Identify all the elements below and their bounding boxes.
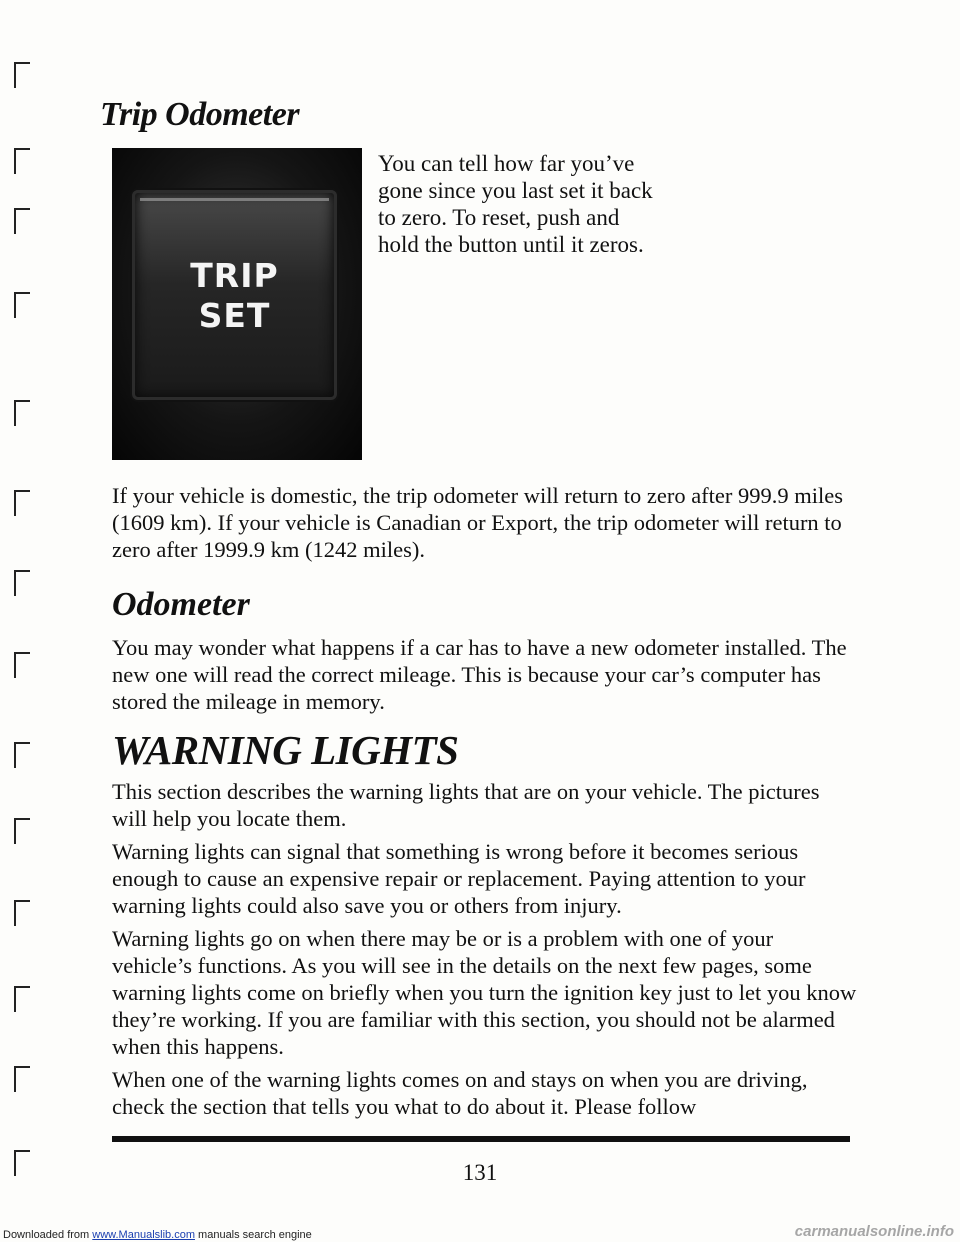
margin-mark: [14, 986, 34, 1016]
warning-paragraph-1: This section describes the warning lights that are on your vehicle. The pictures will help you locate them.: [112, 779, 820, 831]
footer-suffix: manuals search engine: [198, 1229, 312, 1241]
odometer-body: You may wonder what happens if a car has to have a new odometer installed. The new one will read the correct mileage. This is because your car’s computer has stored the mileage in memory.: [112, 635, 847, 714]
margin-mark: [14, 818, 34, 848]
margin-mark: [14, 400, 34, 430]
margin-mark: [14, 208, 34, 238]
margin-mark: [14, 1066, 34, 1096]
warning-paragraph-4: When one of the warning lights comes on and stays on when you are driving, check the section that tells you what to do about it. Please follow: [112, 1067, 808, 1119]
footer-rule: [112, 1136, 850, 1142]
trip-odometer-heading: Trip Odometer: [100, 96, 300, 133]
trip-intro-text: You can tell how far you’ve gone since you last set it back to zero. To reset, push and hold the button until it zeros.: [378, 151, 653, 257]
manualslib-link[interactable]: www.Manualslib.com: [92, 1229, 195, 1241]
margin-mark: [14, 292, 34, 322]
margin-mark: [14, 742, 34, 772]
trip-label-line1: TRIP: [190, 256, 279, 295]
page-number: 131: [462, 1160, 498, 1185]
trip-set-button-photo: [112, 148, 362, 460]
warning-paragraph-2: Warning lights can signal that something is wrong before it becomes serious enough to cause an expensive repair or replacement. Paying attention to your warning lights could also save you or others from injury.: [112, 839, 806, 918]
odometer-heading: Odometer: [112, 586, 250, 623]
margin-mark: [14, 62, 34, 92]
trip-set-label: [132, 256, 337, 336]
margin-mark: [14, 570, 34, 600]
trip-set-button: [132, 190, 337, 400]
trip-odometer-body: If your vehicle is domestic, the trip odometer will return to zero after 999.9 miles (1609 km). If your vehicle is Canadian or Export, the trip odometer will return to zero after 1999.9 km (1242 miles).: [112, 483, 844, 562]
margin-mark: [14, 148, 34, 178]
site-watermark: carmanualsonline.info: [794, 1223, 954, 1240]
footer-prefix: Downloaded from: [3, 1229, 90, 1241]
trip-label-line2: SET: [198, 296, 271, 335]
margin-mark: [14, 652, 34, 682]
margin-mark: [14, 900, 34, 930]
warning-paragraph-3: Warning lights go on when there may be or is a problem with one of your vehicle’s functions. As you will see in the details on the next few pages, some warning lights come on briefly when you turn the ignition key just to let you know they’re working. If you are familiar with this section, you should not be alarmed when this happens.: [112, 926, 857, 1059]
margin-mark: [14, 490, 34, 520]
download-footer: [0, 1228, 315, 1242]
warning-lights-heading: WARNING LIGHTS: [112, 727, 459, 773]
button-highlight: [140, 198, 329, 201]
